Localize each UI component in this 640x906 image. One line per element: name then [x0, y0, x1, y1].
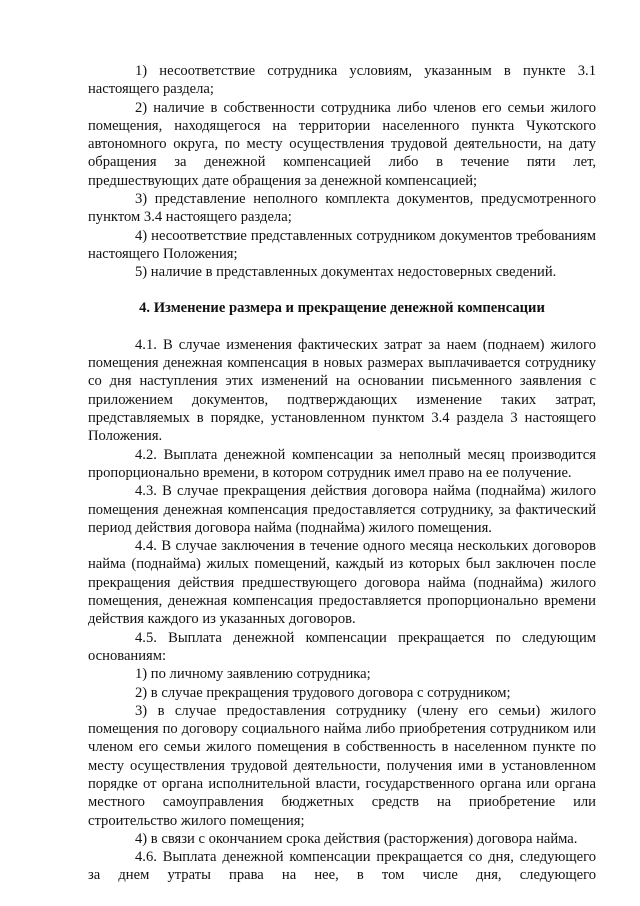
list-item: 3) в случае предоставления сотруднику (члену его семьи) жилого помещения по договору социального найма либо приобретения сотрудником или членом его семьи жилого помещения в собственность в населенном пункте по месту осуществления трудовой деятельности, получения ими в установленном порядке от органа исполнительной власти, государственного органа или органа местного самоуправления бюджетных средств на приобретение или строительство жилого помещения;: [88, 702, 596, 829]
paragraph-4-4: 4.4. В случае заключения в течение одного месяца нескольких договоров найма (поднайма) жилых помещений, каждый из которых был заключен после прекращения действия предшествующего договора найма (поднайма) жилого помещения, денежная компенсация предоставляется пропорционально времени действия каждого из указанных договоров.: [88, 538, 596, 628]
paragraph-4-1: 4.1. В случае изменения фактических затрат за наем (поднаем) жилого помещения денежная компенсация в новых размерах выплачивается сотруднику со дня наступления этих изменений на основании письменного заявления с приложением документов, подтверждающих изменение таких затрат, представляемых в порядке, установленном пунктом 3.4 раздела 3 настоящего Положения.: [88, 336, 596, 445]
paragraph-4-3: 4.3. В случае прекращения действия договора найма (поднайма) жилого помещения денежная компенсация предоставляется сотруднику, за фактический период действия договора найма (поднайма) жилого помещения.: [88, 483, 596, 536]
list-item: 4) несоответствие представленных сотрудником документов требованиям настоящего Положения;: [88, 227, 596, 262]
section-heading: 4. Изменение размера и прекращение денежной компенсации: [139, 299, 545, 316]
list-item: 2) наличие в собственности сотрудника либо членов его семьи жилого помещения, находящегося на территории населенного пункта Чукотского автономного округа, по месту осуществления трудовой деятельности, на дату обращения за денежной компенсацией либо в течение пяти лет, предшествующих дате обращения за денежной компенсацией;: [88, 99, 596, 189]
paragraph-4-6: 4.6. Выплата денежной компенсации прекращается со дня, следующего за днем утраты права на нее, в том числе дня, следующего: [88, 849, 596, 884]
list-item: 5) наличие в представленных документах недостоверных сведений.: [135, 264, 557, 281]
document-page: [88, 62, 596, 885]
list-item: 1) по личному заявлению сотрудника;: [135, 666, 371, 683]
list-item: 2) в случае прекращения трудового договора с сотрудником;: [135, 684, 511, 701]
list-item: 4) в связи с окончанием срока действия (расторжения) договора найма.: [135, 830, 578, 847]
paragraph-4-2: 4.2. Выплата денежной компенсации за неполный месяц производится пропорционально времени, в котором сотрудник имел право на ее получение.: [88, 446, 596, 481]
paragraph-4-5: 4.5. Выплата денежной компенсации прекращается по следующим основаниям:: [88, 629, 596, 664]
list-item: 3) представление неполного комплекта документов, предусмотренного пунктом 3.4 настоящего раздела;: [88, 191, 596, 226]
list-item: 1) несоответствие сотрудника условиям, указанным в пункте 3.1 настоящего раздела;: [88, 63, 596, 98]
